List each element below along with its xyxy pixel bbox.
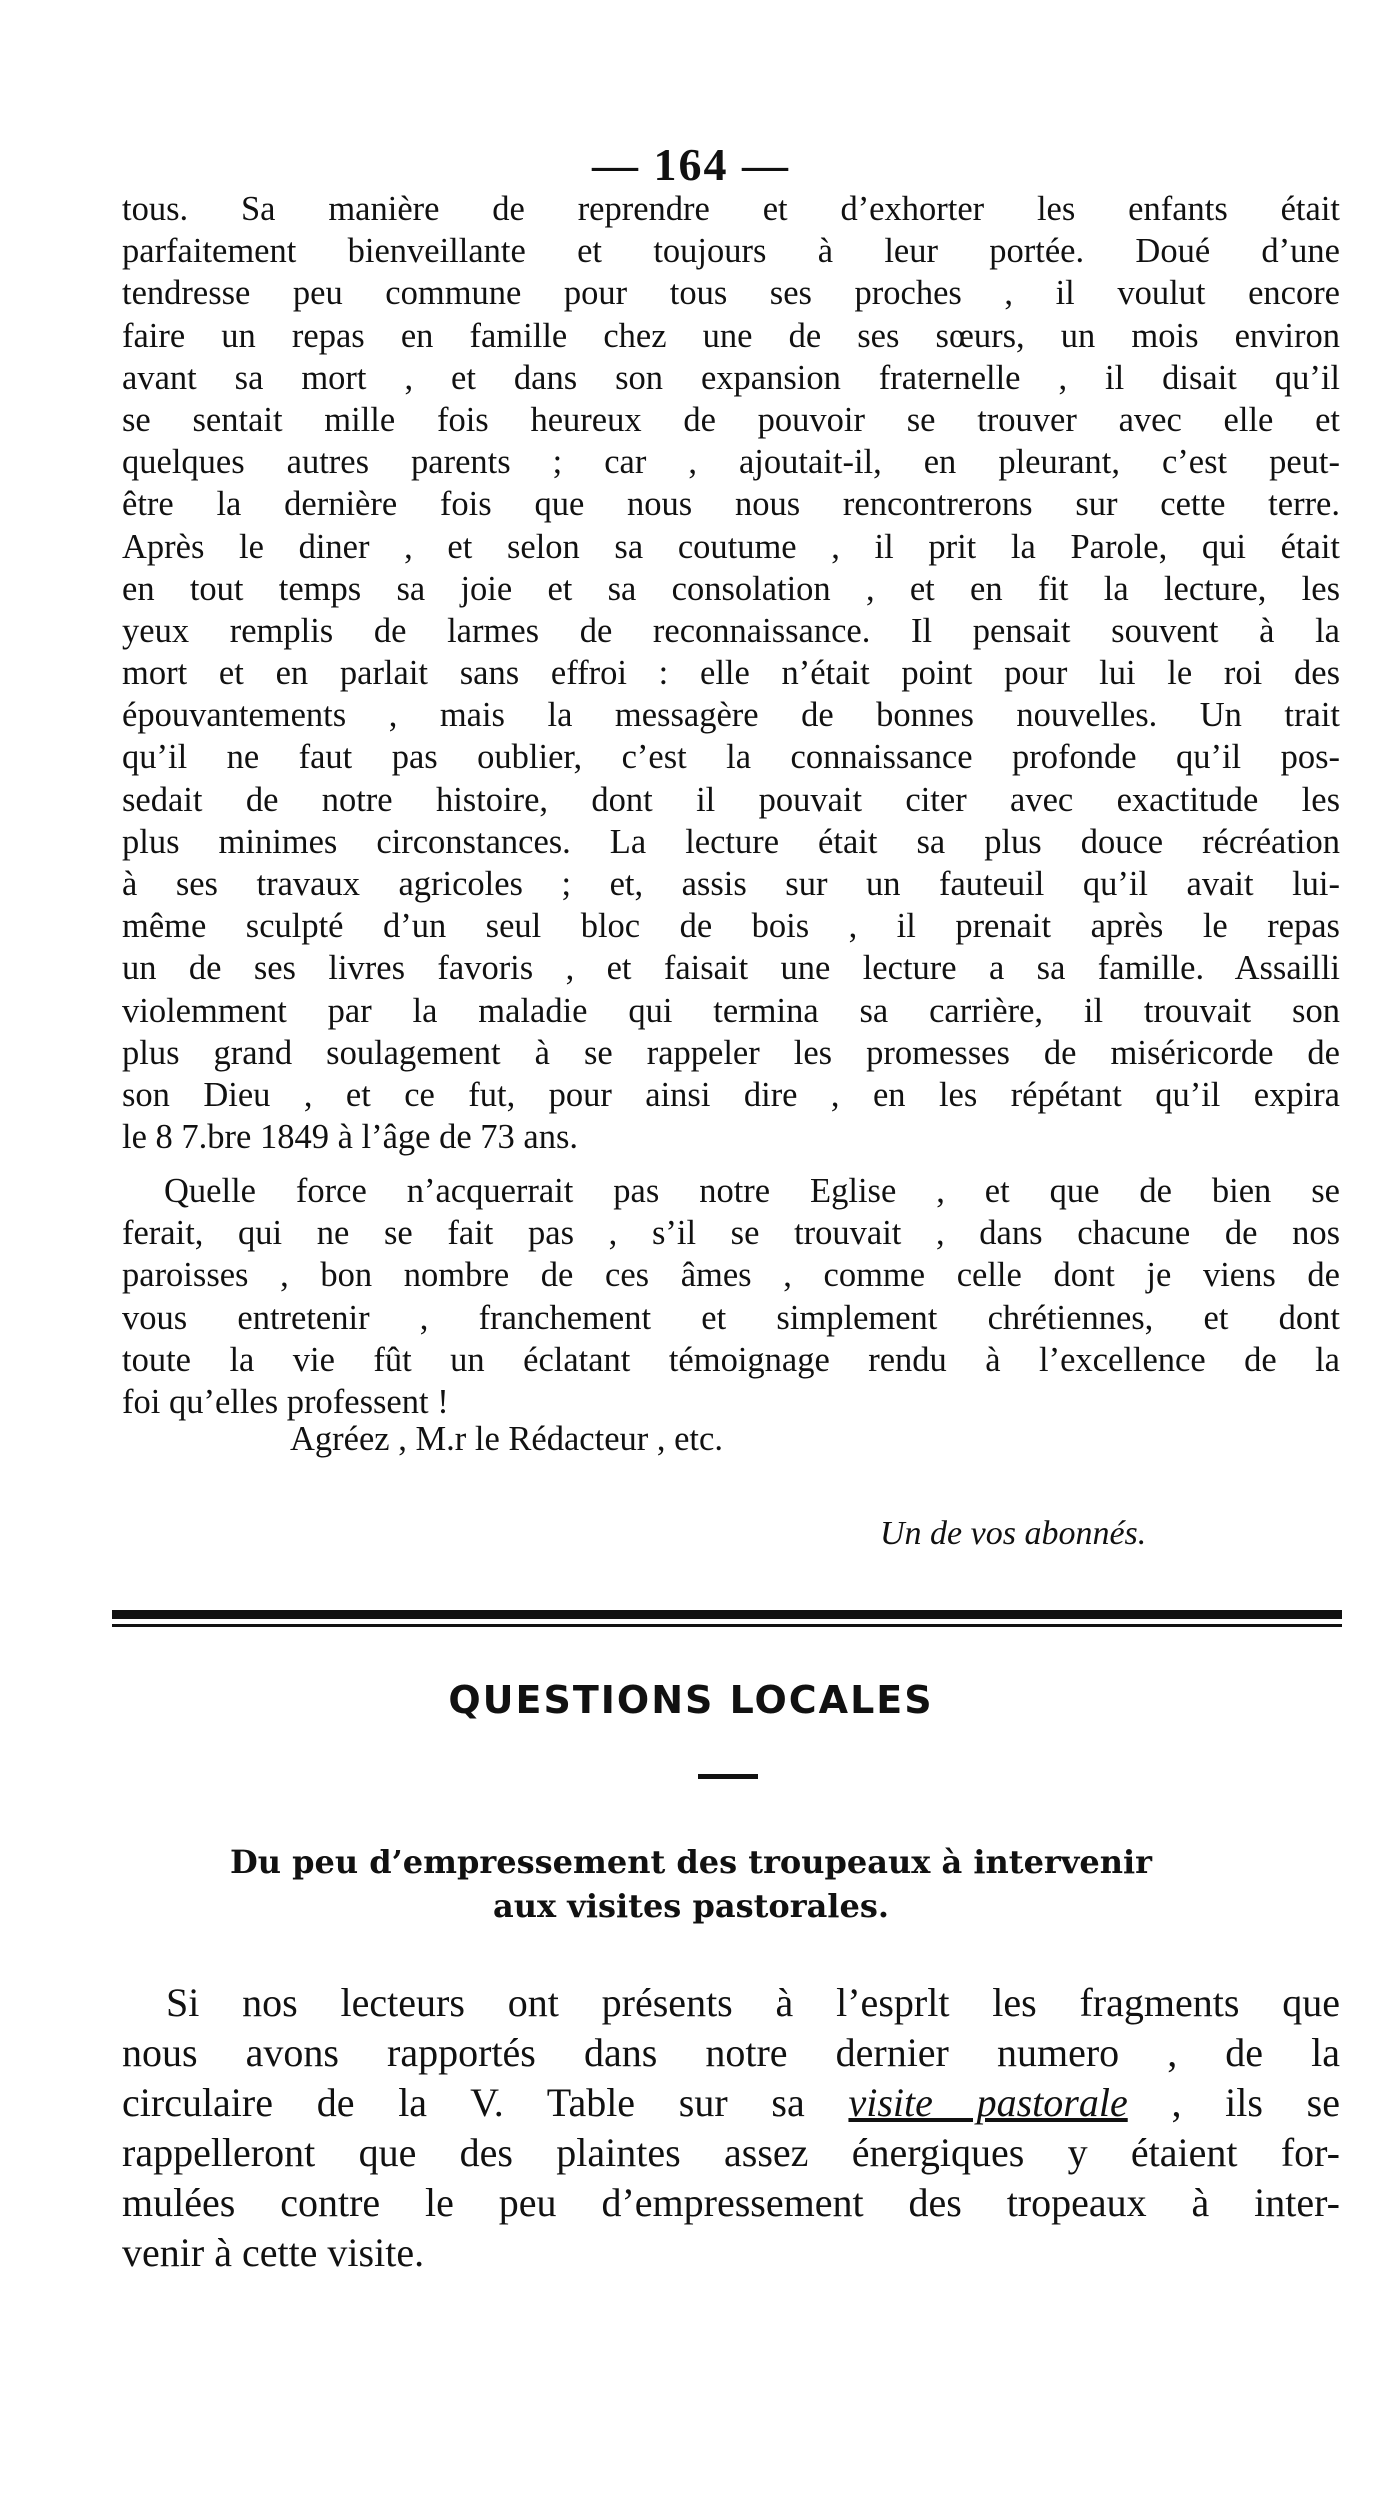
text-line: ferait, qui ne se fait pas , s’il se trouvait , dans chacune de nos [122, 1214, 1340, 1253]
text-line: nous avons rapportés dans notre dernier numero , de la [122, 2030, 1340, 2075]
text-line: parfaitement bienveillante et toujours à leur portée. Doué d’une [122, 232, 1340, 271]
text-line: un de ses livres favoris , et faisait une lecture a sa famille. Assailli [122, 949, 1340, 988]
text-line: toute la vie fût un éclatant témoignage rendu à l’excellence de la [122, 1340, 1340, 1379]
text-line: quelques autres parents ; car , ajoutait-il, en pleurant, c’est peut- [122, 443, 1340, 482]
closing-salutation: Agréez , M.r le Rédacteur , etc. [290, 1420, 723, 1458]
text-line: vous entretenir , franchement et simplement chrétiennes, et dont [122, 1298, 1340, 1337]
letter-paragraph-1 [122, 188, 1340, 1158]
text-line: mulées contre le peu d’empressement des tropeaux à inter- [122, 2180, 1340, 2225]
section-divider-thin [112, 1624, 1342, 1627]
text-line: en tout temps sa joie et sa consolation , et en fit la lecture, les [122, 569, 1340, 608]
text-line: Quelle force n’acquerrait pas notre Eglise , et que de bien se [164, 1172, 1340, 1210]
text-line: épouvantements , mais la messagère de bonnes nouvelles. Un trait [122, 696, 1340, 735]
text-line: faire un repas en famille chez une de ses sœurs, un mois environ [122, 316, 1340, 355]
text-line: avant sa mort , et dans son expansion fraternelle , il disait qu’il [122, 358, 1340, 397]
article-paragraph [122, 1978, 1340, 2278]
text-line: foi qu’elles professent ! [122, 1382, 449, 1421]
text-line: plus minimes circonstances. La lecture était sa plus douce récréation [122, 822, 1340, 861]
text-line: violemment par la maladie qui termina sa carrière, il trouvait son [122, 991, 1340, 1030]
section-title: QUESTIONS LOCALES [448, 1678, 934, 1722]
article-subtitle [0, 1840, 1382, 1928]
text-line: yeux remplis de larmes de reconnaissance. Il pensait souvent à la [122, 611, 1340, 650]
text-line: qu’il ne faut pas oublier, c’est la connaissance profonde qu’il pos- [122, 738, 1340, 777]
text-line: être la dernière fois que nous nous rencontrerons sur cette terre. [122, 485, 1340, 524]
text-line: Après le diner , et selon sa coutume , il prit la Parole, qui était [122, 527, 1340, 566]
text-line: rappelleront que des plaintes assez énergiques y étaient for- [122, 2130, 1340, 2175]
text-line: plus grand soulagement à se rappeler les promesses de miséricorde de [122, 1033, 1340, 1072]
subtitle-line: aux visites pastorales. [493, 1887, 889, 1925]
letter-paragraph-2 [122, 1170, 1340, 1423]
text-segment: , ils se [1127, 2080, 1341, 2125]
page-number: — 164 — [592, 139, 790, 190]
text-line: paroisses , bon nombre de ces âmes , comme celle dont je viens de [122, 1256, 1340, 1295]
subtitle-line: Du peu d’empressement des troupeaux à intervenir [229, 1843, 1153, 1881]
text-line: sedait de notre histoire, dont il pouvait citer avec exactitude les [122, 780, 1340, 819]
emphasized-text: visite pastorale [848, 2080, 1128, 2125]
text-line: se sentait mille fois heureux de pouvoir se trouver avec elle et [122, 400, 1340, 439]
signature: Un de vos abonnés. [880, 1515, 1147, 1552]
text-line: tendresse peu commune pour tous ses proches , il voulut encore [122, 274, 1340, 313]
text-segment: circulaire de la V. Table sur sa [122, 2080, 849, 2125]
text-line: le 8 7.bre 1849 à l’âge de 73 ans. [122, 1118, 579, 1157]
short-divider [698, 1774, 758, 1779]
text-line: mort et en parlait sans effroi : elle n’était point pour lui le roi des [122, 654, 1340, 693]
section-divider-thick [112, 1610, 1342, 1619]
text-line: même sculpté d’un seul bloc de bois , il prenait après le repas [122, 907, 1340, 946]
text-line: son Dieu , et ce fut, pour ainsi dire , en les répétant qu’il expira [122, 1075, 1340, 1114]
text-line [122, 2078, 1340, 2128]
text-line: Si nos lecteurs ont présents à l’esprlt les fragments que [166, 1980, 1340, 2025]
text-line: venir à cette visite. [122, 2230, 425, 2275]
text-line: tous. Sa manière de reprendre et d’exhorter les enfants était [122, 190, 1340, 228]
text-line: à ses travaux agricoles ; et, assis sur un fauteuil qu’il avait lui- [122, 865, 1340, 903]
